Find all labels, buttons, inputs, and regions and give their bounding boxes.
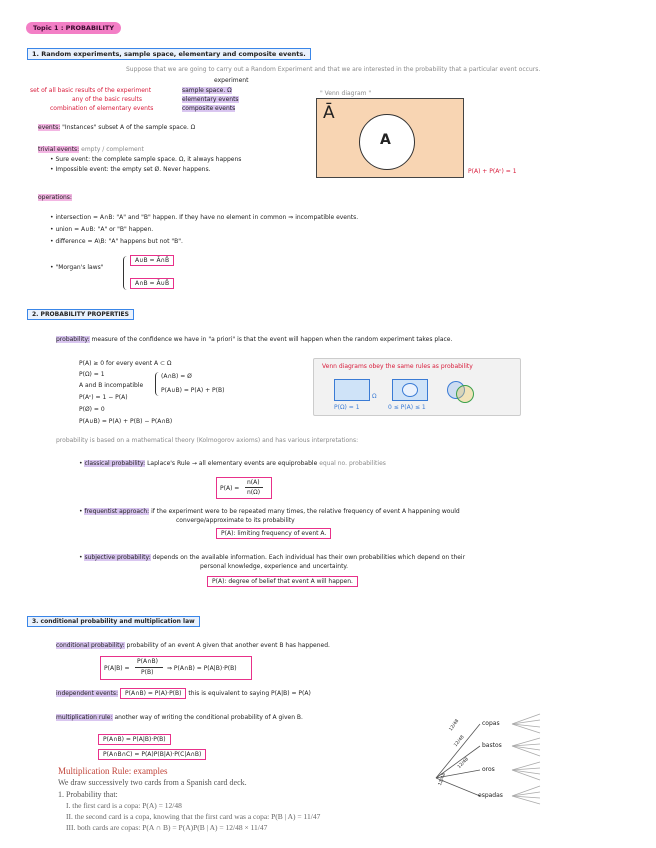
topic-title: Topic 1 : PROBABILITY	[26, 22, 121, 34]
prop-4: P(Aᶜ) = 1 − P(A)	[79, 394, 128, 401]
venn-rules-caption-1: P(Ω) = 1	[334, 404, 360, 411]
tree-label-oros: oros	[482, 766, 495, 773]
morgan-law-2: A∩B = Ā∪B̄	[130, 278, 174, 289]
indep-line	[56, 690, 311, 697]
cond-formula-den: P(B)	[141, 669, 154, 676]
subj-label: subjective probability:	[84, 554, 151, 561]
prop-5: P(Ø) = 0	[79, 406, 105, 413]
events-label: events:	[38, 124, 61, 131]
example-intro: We draw successively two cards from a Spanish card deck.	[58, 778, 247, 787]
prop-1: P(A) ≥ 0 for every event A ⊂ Ω	[79, 360, 172, 367]
def-left-3: combination of elementary events	[50, 105, 154, 112]
mult-line	[56, 714, 303, 721]
morgan-brace	[123, 256, 129, 290]
events-line	[38, 124, 195, 131]
prop-2: P(Ω) = 1	[79, 371, 105, 378]
freq-line	[79, 508, 460, 515]
trivial-item-2: • Impossible event: the empty set Ø. Never happens.	[50, 166, 211, 173]
prop-6: P(A∪B) = P(A) + P(B) − P(A∩B)	[79, 418, 173, 425]
section-3-heading: 3. conditional probability and multiplication law	[27, 616, 200, 627]
operations-label: operations:	[38, 194, 72, 201]
venn-rules-omega-symbol: Ω	[372, 393, 377, 400]
section-2-heading: 2. PROBABILITY PROPERTIES	[27, 309, 134, 320]
cond-fraction-bar	[135, 667, 163, 668]
example-item-2: II. the second card is a copa, knowing that the first card was a copa: P(B | A) = 11/47	[66, 812, 321, 821]
indep-label: independent events:	[56, 690, 119, 697]
props-brace	[155, 372, 160, 396]
trivial-item-1: • Sure event: the complete sample space. Ω, it always happens	[50, 156, 241, 163]
freq-text-1: if the experiment were to be repeated many times, the relative frequency of event A happening would	[151, 508, 460, 515]
cond-label: conditional probability:	[56, 642, 125, 649]
operation-item-2: • union = A∪B: "A" or "B" happen.	[50, 226, 153, 233]
classical-fraction-bar	[245, 487, 263, 488]
morgan-label: • "Morgan's laws"	[50, 264, 104, 271]
tree-branch-label-2: 12/48	[453, 734, 466, 749]
venn-rules-title: Venn diagrams obey the same rules as probability	[322, 363, 473, 370]
events-text: "Instances" subset A of the sample space. Ω	[62, 124, 196, 131]
venn-rules-omega-box	[334, 379, 370, 401]
def-right-3: composite events	[182, 105, 236, 112]
tree-label-espadas: espadas	[478, 792, 503, 799]
venn-rules-a-circle	[402, 383, 418, 397]
subj-text-1: depends on the available information. Each individual has their own probabilities which depend on their	[152, 554, 466, 561]
mult-formula-1: P(A∩B) = P(A|B)·P(B)	[98, 734, 171, 745]
prop-3: A and B incompatible	[79, 382, 144, 389]
based-text: probability is based on a mathematical theory (Kolmogorov axioms) and has various interpretations:	[56, 437, 359, 444]
probability-line	[56, 336, 452, 343]
subj-formula: P(A): degree of belief that event A will happen.	[207, 576, 358, 587]
venn-rules-card	[313, 358, 521, 416]
classical-formula-den: n(Ω)	[247, 489, 261, 496]
cond-formula	[100, 656, 252, 680]
example-title: Multiplication Rule: examples	[58, 766, 168, 776]
classical-note: equal no. probabilities	[319, 460, 386, 467]
def-left-2: any of the basic results	[72, 96, 142, 103]
tree-branch-label-4: 12/48	[437, 772, 448, 787]
cond-formula-rhs: ⇒ P(A∩B) = P(A|B)·P(B)	[167, 665, 237, 672]
def-right-2: elementary events	[182, 96, 239, 103]
freq-text-2: converge/approximate to its probability	[176, 517, 295, 524]
trivial-label: trivial events:	[38, 146, 80, 153]
example-question: 1. Probability that:	[58, 790, 118, 799]
probability-label: probability:	[56, 336, 90, 343]
subj-text-2: personal knowledge, experience and uncertainty.	[200, 563, 349, 570]
prop-brace-1: (A∩B) = Ø	[161, 373, 192, 380]
indep-text: this is equivalent to saying P(A|B) = P(A)	[188, 690, 311, 697]
example-item-1: I. the first card is a copa: P(A) = 12/48	[66, 801, 182, 810]
classical-formula-lhs: P(A) =	[220, 485, 240, 492]
venn-title: " Venn diagram "	[320, 90, 372, 97]
morgan-law-1: A∪B = Ā∩B̄	[130, 255, 174, 266]
cond-formula-num: P(A∩B)	[137, 658, 158, 665]
venn-abar: Ā	[323, 103, 335, 123]
venn-rules-caption-2: 0 ≤ P(A) ≤ 1	[388, 404, 426, 411]
venn-caption: P(A) + P(Aᶜ) = 1	[468, 168, 517, 175]
classical-formula	[216, 477, 272, 499]
section-1-intro: Suppose that we are going to carry out a Random Experiment and that we are interested in the probability that a particular event occurs.	[126, 66, 541, 73]
classical-formula-num: n(A)	[247, 479, 260, 486]
freq-formula: P(A): limiting frequency of event A.	[216, 528, 331, 539]
mult-text: another way of writing the conditional probability of A given B.	[114, 714, 303, 721]
operation-item-3: • difference = A\B: "A" happens but not "B".	[50, 238, 183, 245]
prop-brace-2: P(A∪B) = P(A) + P(B)	[161, 387, 225, 394]
probability-text: measure of the confidence we have in "a priori" is that the event will happen when the random experiment takes place.	[91, 336, 453, 343]
mult-formula-2: P(A∩B∩C) = P(A)P(B|A)·P(C|A∩B)	[98, 749, 206, 760]
operation-item-1: • intersection = A∩B: "A" and "B" happen. If they have no element in common ⇒ incompatible events.	[50, 214, 358, 221]
classical-line	[79, 460, 386, 467]
classical-label: classical probability:	[84, 460, 146, 467]
def-left-1: set of all basic results of the experiment	[30, 87, 152, 94]
tree-branch-label-3: 12/48	[457, 757, 470, 770]
tree-label-copas: copas	[482, 720, 500, 727]
tree-label-bastos: bastos	[482, 742, 502, 749]
example-item-3: III. both cards are copas: P(A ∩ B) = P(A)P(B | A) = 12/48 × 11/47	[66, 823, 268, 832]
def-right-1: sample space. Ω	[182, 87, 232, 94]
trivial-note: empty / complement	[81, 146, 144, 153]
trivial-line	[38, 146, 144, 153]
cond-formula-lhs: P(A|B) =	[104, 665, 130, 672]
classical-text: Laplace's Rule → all elementary events are equiprobable	[147, 460, 318, 467]
cond-line	[56, 642, 330, 649]
subj-line	[79, 554, 465, 561]
venn-diagram	[316, 98, 464, 178]
section-1-heading: 1. Random experiments, sample space, elementary and composite events.	[27, 48, 311, 60]
experiment-label: experiment	[214, 77, 249, 84]
venn-rules-circle-2	[456, 385, 474, 403]
freq-label: frequentist approach:	[84, 508, 150, 515]
indep-formula: P(A∩B) = P(A)·P(B)	[120, 688, 186, 699]
mult-label: multiplication rule:	[56, 714, 113, 721]
tree-branch-label-1: 12/48	[448, 718, 461, 733]
cond-text: probability of an event A given that another event B has happened.	[126, 642, 330, 649]
venn-a-label: A	[380, 132, 391, 148]
